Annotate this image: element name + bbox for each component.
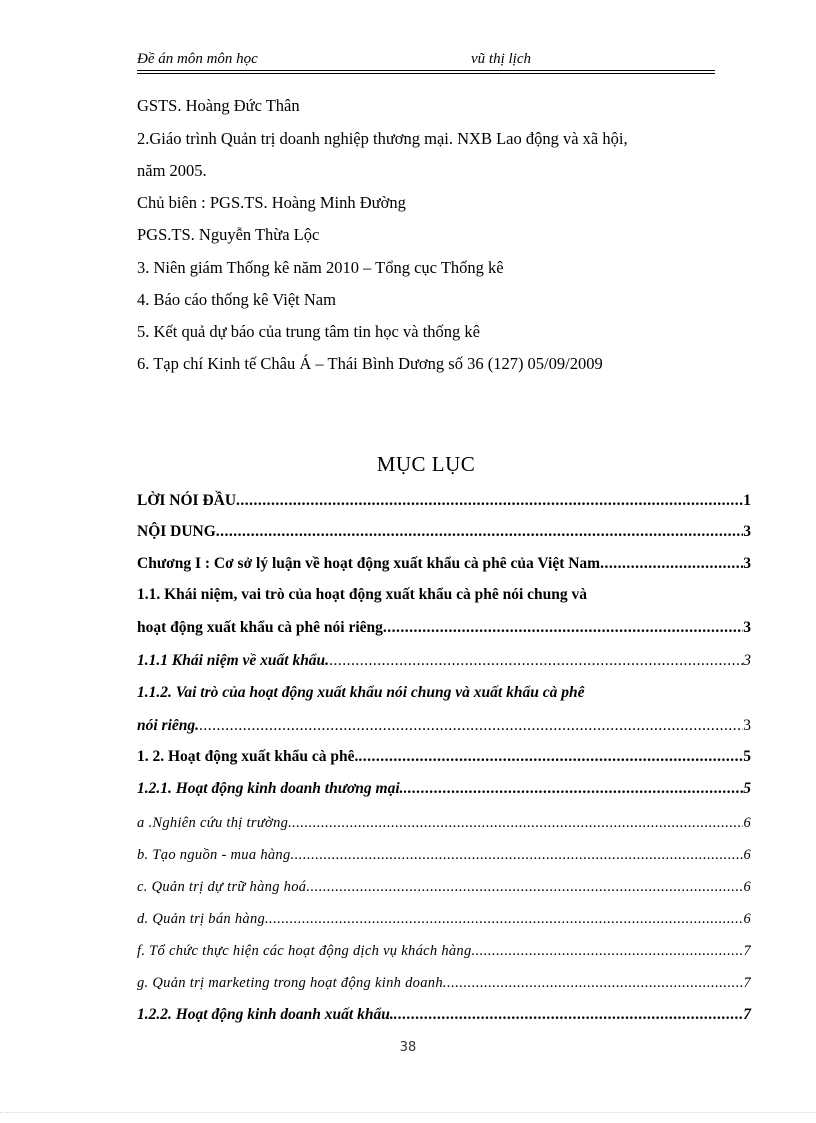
- toc-entry-label: 1.2.2. Hoạt động kinh doanh xuất khẩu.: [137, 1006, 394, 1023]
- toc-entry-loi-noi-dau[interactable]: [137, 490, 751, 512]
- toc-page-number: 5: [743, 748, 751, 765]
- toc-entry-1-1-2-line1[interactable]: 1.1.2. Vai trò của hoạt động xuất khẩu nói chung và xuất khẩu cà phê: [137, 684, 585, 701]
- toc-entry-label: 1.1.1 Khái niệm về xuất khẩu.: [137, 652, 330, 669]
- reference-line: 5. Kết quả dự báo của trung tâm tin học và thống kê: [137, 322, 480, 341]
- header-rule-top: [137, 70, 715, 71]
- toc-entry-label: Chương I : Cơ sở lý luận về hoạt động xuất khẩu cà phê của Việt Nam: [137, 555, 601, 572]
- toc-entry-1-1-2[interactable]: [137, 715, 751, 737]
- toc-leader: [199, 715, 743, 737]
- toc-entry-1-2-2[interactable]: [137, 1004, 751, 1026]
- toc-entry-a[interactable]: [137, 812, 751, 834]
- reference-line: 3. Niên giám Thống kê năm 2010 – Tổng cục Thống kê: [137, 258, 504, 277]
- toc-entry-noi-dung[interactable]: [137, 521, 751, 543]
- toc-page-number: 3: [743, 652, 751, 669]
- toc-entry-g[interactable]: [137, 972, 751, 994]
- reference-line: PGS.TS. Nguyễn Thừa Lộc: [137, 225, 320, 244]
- toc-page-number: 6: [743, 911, 751, 927]
- toc-entry-label: c. Quản trị dự trữ hàng hoá: [137, 879, 307, 895]
- toc-leader: [475, 940, 743, 962]
- toc-page-number: 6: [743, 879, 751, 895]
- toc-title: MỤC LỤC: [376, 452, 476, 476]
- toc-entry-1-1[interactable]: [137, 617, 751, 639]
- reference-line: 6. Tạp chí Kinh tế Châu Á – Thái Bình Dương số 36 (127) 05/09/2009: [137, 354, 603, 373]
- page-bottom-edge: [0, 1112, 816, 1113]
- header-rule-bottom: [137, 73, 715, 74]
- toc-entry-label: 1.2.1. Hoạt động kinh doanh thương mại.: [137, 780, 404, 797]
- toc-page-number: 7: [743, 943, 751, 959]
- toc-leader: [383, 617, 743, 639]
- toc-entry-b[interactable]: [137, 844, 751, 866]
- page-number: 38: [399, 1040, 417, 1055]
- toc-entry-label: g. Quản trị marketing trong hoạt động kinh doanh: [137, 975, 443, 991]
- toc-entry-label: f. Tổ chức thực hiện các hoạt động dịch vụ khách hàng.: [137, 943, 476, 959]
- toc-entry-label: hoạt động xuất khẩu cà phê nói riêng: [137, 619, 383, 636]
- toc-leader: [269, 908, 743, 930]
- toc-leader: [600, 553, 743, 575]
- toc-entry-label: d. Quản trị bán hàng.: [137, 911, 269, 927]
- toc-entry-1-1-1[interactable]: [137, 650, 751, 672]
- toc-page-number: 3: [743, 555, 751, 572]
- header-course-title: Đề án môn môn học: [137, 51, 258, 67]
- reference-line: GSTS. Hoàng Đức Thân: [137, 96, 300, 115]
- toc-page-number: 5: [743, 780, 751, 797]
- toc-page-number: 3: [743, 523, 751, 540]
- toc-leader: [394, 1004, 744, 1026]
- toc-leader: [443, 972, 744, 994]
- toc-entry-f[interactable]: [137, 940, 751, 962]
- toc-page-number: 3: [743, 619, 751, 636]
- toc-page-number: 7: [743, 1006, 751, 1023]
- toc-leader: [291, 844, 744, 866]
- reference-line: năm 2005.: [137, 161, 207, 180]
- toc-entry-label: LỜI NÓI ĐẦU: [137, 492, 237, 509]
- toc-page-number: 6: [743, 815, 751, 831]
- toc-entry-c[interactable]: [137, 876, 751, 898]
- toc-entry-label: nói riêng.: [137, 717, 200, 734]
- reference-line: 2.Giáo trình Quản trị doanh nghiệp thương mại. NXB Lao động và xã hội,: [137, 129, 628, 148]
- reference-line: Chủ biên : PGS.TS. Hoàng Minh Đường: [137, 193, 406, 212]
- toc-entry-chuong-1[interactable]: [137, 553, 751, 575]
- toc-leader: [404, 778, 744, 800]
- toc-entry-label: 1. 2. Hoạt động xuất khẩu cà phê.: [137, 748, 359, 765]
- reference-line: 4. Báo cáo thống kê Việt Nam: [137, 290, 336, 309]
- toc-entry-1-2[interactable]: [137, 746, 751, 768]
- toc-entry-1-2-1[interactable]: [137, 778, 751, 800]
- toc-entry-label: a .Nghiên cứu thị trường.: [137, 815, 293, 831]
- toc-leader: [358, 746, 743, 768]
- toc-leader: [306, 876, 743, 898]
- toc-leader: [292, 812, 743, 834]
- toc-leader: [329, 650, 743, 672]
- toc-entry-1-1-line1[interactable]: 1.1. Khái niệm, vai trò của hoạt động xuất khẩu cà phê nói chung và: [137, 586, 588, 603]
- toc-page-number: 1: [743, 492, 751, 509]
- toc-leader: [236, 490, 743, 512]
- toc-leader: [216, 521, 743, 543]
- toc-entry-d[interactable]: [137, 908, 751, 930]
- toc-page-number: 3: [743, 717, 751, 734]
- header-author: vũ thị lịch: [471, 51, 531, 67]
- page-header: [137, 50, 715, 68]
- toc-page-number: 7: [743, 975, 751, 991]
- toc-entry-label: b. Tạo nguồn - mua hàng: [137, 847, 291, 863]
- toc-entry-label: NỘI DUNG: [137, 523, 216, 540]
- toc-page-number: 6: [743, 847, 751, 863]
